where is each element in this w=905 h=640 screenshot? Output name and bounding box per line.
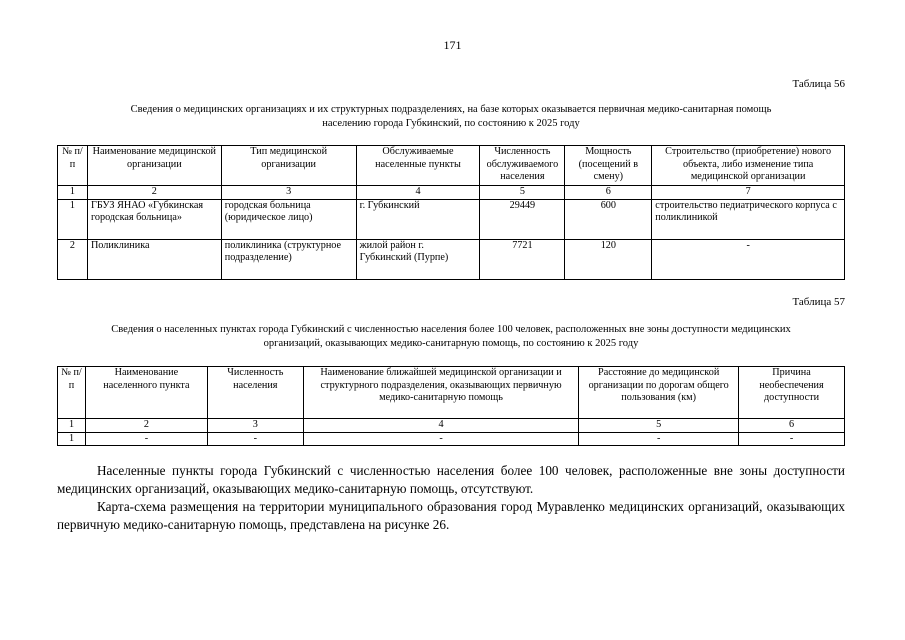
table-cell: 600 [565,199,652,239]
table-57-number-row [58,419,845,433]
table-57 [57,366,845,446]
table-cell: - [652,239,845,279]
table-cell: ГБУЗ ЯНАО «Губкинская городская больница» [87,199,221,239]
table-57-header-cell: Наименование населенного пункта [85,367,207,419]
table-57-caption [40,323,862,351]
table-56-header-cell: Численность обслуживаемого населения [480,146,565,186]
table-57-header-cell: Расстояние до медицинской организации по дорогам общего пользования (км) [579,367,739,419]
page-number: 171 [443,38,462,52]
table-cell: - [207,432,303,446]
table-cell: Поликлиника [87,239,221,279]
table-cell: - [303,432,579,446]
paragraph: Населенные пункты города Губкинский с численностью населения более 100 человек, расположенные вне зоны доступности медицинских организаций, оказывающих медико-санитарную помощь, отсутствуют. [57,463,845,496]
table-cell: 29449 [480,199,565,239]
table-57-number-cell: 1 [58,419,86,433]
table-56 [57,145,845,280]
table-cell: 1 [58,199,88,239]
table-57-number-cell: 3 [207,419,303,433]
table-57-header-row [58,367,845,419]
table-cell: жилой район г. Губкинский (Пурпе) [356,239,480,279]
table-56-number-cell: 3 [221,186,356,200]
table-cell: - [579,432,739,446]
table-56-label: Таблица 56 [792,78,845,90]
table-57-caption-line-2: организаций, оказывающих медико-санитарную помощь, по состоянию к 2025 году [263,338,639,349]
table-57-header-cell: № п/п [58,367,86,419]
table-56-number-cell: 4 [356,186,480,200]
paragraph: Карта-схема размещения на территории муниципального образования город Муравленко медицинских организаций, оказывающих первичную медико-санитарную помощь, представлена на рисунке 26. [57,499,845,532]
table-56-header-cell: № п/п [58,146,88,186]
table-row [58,432,845,446]
table-56-header-row [58,146,845,186]
table-57-header-cell: Наименование ближайшей медицинской организации и структурного подразделения, оказывающих первичную медико-санитарную помощь [303,367,579,419]
table-57-number-cell: 5 [579,419,739,433]
table-57-number-cell: 4 [303,419,579,433]
table-57-number-cell: 6 [739,419,845,433]
table-cell: поликлиника (структурное подразделение) [221,239,356,279]
table-56-caption-line-2: населению города Губкинский, по состоянию к 2025 году [322,118,580,129]
table-cell: 120 [565,239,652,279]
table-57-caption-line-1: Сведения о населенных пунктах города Губкинский с численностью населения более 100 человек, расположенных вне зоны доступности медицинских [111,324,791,335]
table-row [58,239,845,279]
table-56-number-cell: 1 [58,186,88,200]
table-56-number-cell: 6 [565,186,652,200]
table-57-number-cell: 2 [85,419,207,433]
table-56-header-cell: Обслуживаемые населенные пункты [356,146,480,186]
body-text [57,462,845,534]
table-cell: г. Губкинский [356,199,480,239]
table-cell: 7721 [480,239,565,279]
table-row [58,199,845,239]
table-57-header-cell: Численность населения [207,367,303,419]
table-cell: 2 [58,239,88,279]
table-57-label: Таблица 57 [792,296,845,308]
table-56-caption [57,103,845,131]
table-56-header-cell: Мощность (посещений в смену) [565,146,652,186]
table-56-header-cell: Наименование медицинской организации [87,146,221,186]
table-56-header-cell: Строительство (приобретение) нового объекта, либо изменение типа медицинской организации [652,146,845,186]
table-cell: строительство педиатрического корпуса с поликлиникой [652,199,845,239]
table-56-header-cell: Тип медицинской организации [221,146,356,186]
table-56-number-cell: 5 [480,186,565,200]
table-cell: - [85,432,207,446]
table-56-number-cell: 2 [87,186,221,200]
table-56-number-row [58,186,845,200]
table-cell: - [739,432,845,446]
table-56-caption-line-1: Сведения о медицинских организациях и их структурных подразделениях, на базе которых оказывается первичная медико-санитарная помощь [130,104,772,115]
table-57-header-cell: Причина необеспечения доступности [739,367,845,419]
table-56-number-cell: 7 [652,186,845,200]
table-cell: городская больница (юридическое лицо) [221,199,356,239]
table-cell: 1 [58,432,86,446]
